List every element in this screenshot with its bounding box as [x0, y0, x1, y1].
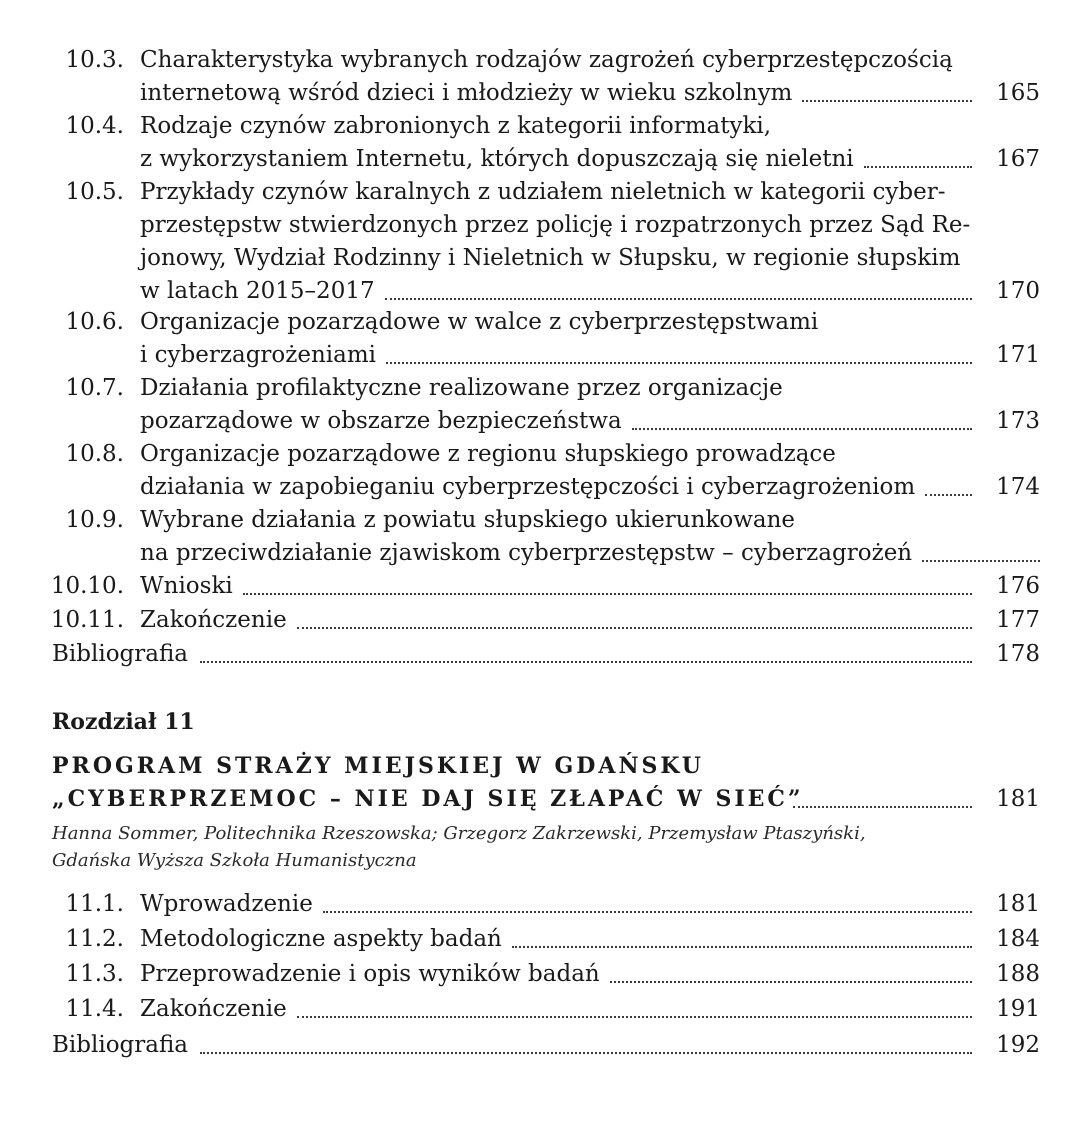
toc-entry-page: 165	[996, 80, 1040, 106]
toc-leader-dots	[802, 76, 972, 110]
toc-entry-text: internetową wśród dzieci i młodzieży w wieku szkolnym	[140, 80, 793, 106]
toc-entry-text: Metodologiczne aspekty badań	[140, 926, 502, 952]
toc-entry-number: 10.7.	[65, 375, 124, 401]
toc-entry-number: 10.5.	[65, 179, 124, 205]
toc-leader-dots	[200, 1028, 972, 1062]
toc-leader-dots	[200, 637, 972, 671]
toc-entry-text: z wykorzystaniem Internetu, których dopuszczają się nieletni	[140, 146, 854, 172]
toc-entry-text: działania w zapobieganiu cyberprzestępczości i cyberzagrożeniom	[140, 474, 916, 500]
toc-entry-page: 171	[996, 342, 1040, 368]
toc-entry-page: 191	[996, 996, 1040, 1022]
toc-leader-dots	[512, 922, 972, 956]
toc-leader-dots	[243, 569, 972, 603]
toc-entry-number: 10.3.	[65, 47, 124, 73]
toc-leader-dots	[610, 957, 972, 991]
toc-entry-text: w latach 2015–2017	[140, 278, 375, 304]
toc-entry-text: Przykłady czynów karalnych z udziałem nieletnich w kategorii cyber-	[140, 179, 946, 205]
toc-entry-text: na przeciwdziałanie zjawiskom cyberprzestępstw – cyberzagrożeń	[140, 540, 913, 566]
toc-entry-text: Charakterystyka wybranych rodzajów zagrożeń cyberprzestępczością	[140, 47, 953, 73]
toc-entry-page: 167	[996, 146, 1040, 172]
chapter-title-leader	[793, 782, 972, 816]
toc-entry-page: 184	[996, 926, 1040, 952]
authors-line-2: Gdańska Wyższa Szkoła Humanistyczna	[52, 850, 417, 871]
toc-entry-number: 11.1.	[65, 891, 124, 917]
toc-entry-text: Zakończenie	[140, 607, 287, 633]
toc-entry-text: Organizacje pozarządowe z regionu słupskiego prowadzące	[140, 441, 836, 467]
toc-entry-text: Organizacje pozarządowe w walce z cyberprzestępstwami	[140, 309, 819, 335]
toc-leader-dots	[864, 142, 972, 176]
chapter-title-page: 181	[996, 786, 1040, 812]
toc-entry-text: pozarządowe w obszarze bezpieczeństwa	[140, 408, 622, 434]
toc-entry-number: 10.11.	[50, 607, 124, 633]
toc-leader-dots	[297, 603, 972, 637]
toc-entry-number: 11.4.	[65, 996, 124, 1022]
toc-entry-page: 170	[996, 278, 1040, 304]
toc-entry-number: 10.8.	[65, 441, 124, 467]
toc-entry-text: i cyberzagrożeniami	[140, 342, 377, 368]
toc-entry-number: 10.10.	[50, 573, 124, 599]
toc-leader-dots	[323, 887, 972, 921]
chapter-title-line-1: PROGRAM STRAŻY MIEJSKIEJ W GDAŃSKU	[52, 753, 704, 779]
bibliography-label: Bibliografia	[52, 1032, 189, 1058]
bibliography-page: 192	[996, 1032, 1040, 1058]
toc-leader-dots	[925, 470, 972, 504]
toc-entry-number: 11.2.	[65, 926, 124, 952]
toc-entry-text: Wnioski	[140, 573, 233, 599]
toc-leader-dots	[632, 404, 972, 438]
toc-entry-text: Rodzaje czynów zabronionych z kategorii informatyki,	[140, 113, 772, 139]
toc-entry-page: 173	[996, 408, 1040, 434]
toc-entry-text: przestępstw stwierdzonych przez policję i rozpatrzonych przez Sąd Re-	[140, 212, 971, 238]
toc-entry-text: Wprowadzenie	[140, 891, 313, 917]
toc-entry-number: 11.3.	[65, 961, 124, 987]
toc-leader-dots	[385, 274, 972, 308]
toc-entry-number: 10.6.	[65, 309, 124, 335]
toc-entry-page: 188	[996, 961, 1040, 987]
toc-entry-text: Działania profilaktyczne realizowane przez organizacje	[140, 375, 783, 401]
toc-entry-page: 176	[996, 573, 1040, 599]
toc-entry-page: 174	[996, 474, 1040, 500]
toc-leader-dots	[386, 338, 972, 372]
toc-entry-page: 181	[996, 891, 1040, 917]
toc-leader-dots	[297, 992, 972, 1026]
toc-entry-page: 177	[996, 607, 1040, 633]
toc-entry-number: 10.4.	[65, 113, 124, 139]
authors-line-1: Hanna Sommer, Politechnika Rzeszowska; Grzegorz Zakrzewski, Przemysław Ptaszyński,	[52, 823, 866, 844]
chapter-title-line-2: „CYBERPRZEMOC – NIE DAJ SIĘ ZŁAPAĆ W SIEĆ”	[52, 786, 804, 812]
toc-entry-text: Wybrane działania z powiatu słupskiego ukierunkowane	[140, 507, 796, 533]
bibliography-page: 178	[996, 641, 1040, 667]
toc-entry-text: Zakończenie	[140, 996, 287, 1022]
toc-entry-page	[980, 536, 1040, 570]
toc-entry-number: 10.9.	[65, 507, 124, 533]
toc-entry-text: Przeprowadzenie i opis wyników badań	[140, 961, 600, 987]
chapter-label: Rozdział 11	[52, 709, 195, 735]
toc-entry-text: jonowy, Wydział Rodzinny i Nieletnich w Słupsku, w regionie słupskim	[140, 245, 961, 271]
bibliography-label: Bibliografia	[52, 641, 189, 667]
